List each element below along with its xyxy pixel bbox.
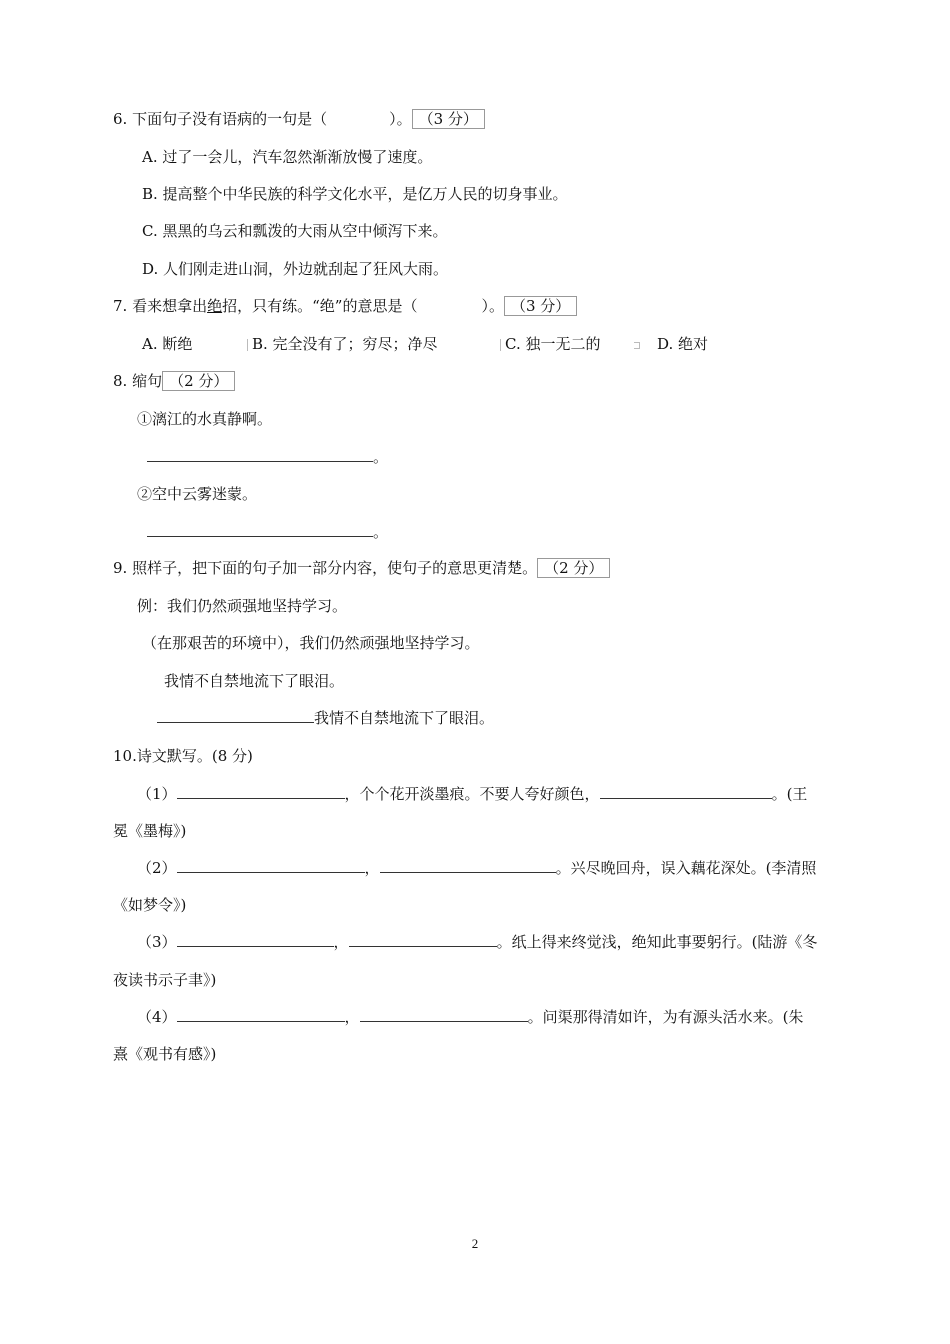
q7-option-c-text: C. 独一无二的 — [505, 335, 601, 353]
q10-item-3-comma: ， — [333, 933, 349, 951]
q9-stem — [113, 557, 610, 579]
q8-blank-2[interactable] — [147, 522, 373, 537]
q8-stem-text: 8. 缩句 — [113, 372, 163, 390]
q10-item-1-tail: 。(王 — [771, 785, 808, 803]
q10-item-4-number: （4） — [137, 1008, 177, 1026]
q7-stem-close: ）。 — [481, 297, 504, 315]
q6-option-a: A. 过了一会儿，汽车忽然渐渐放慢了速度。 — [142, 148, 433, 166]
q7-stem-mid: 招，只有练。“绝”的意思是（ — [222, 297, 418, 315]
q10-item-2-comma: ， — [364, 859, 380, 877]
q7-underlined-word: 绝 — [207, 297, 223, 315]
q10-item-4-comma: ， — [344, 1008, 360, 1026]
q10-item-2-blank-a[interactable] — [177, 858, 365, 873]
q7-option-c-marker — [500, 339, 501, 351]
q9-answer-line — [157, 707, 494, 729]
q10-item-1-cont: 冕《墨梅》) — [113, 822, 187, 840]
q8-period-2: 。 — [373, 523, 389, 541]
q6-stem-text: 6. 下面句子没有语病的一句是（ — [113, 110, 328, 128]
q8-score: （2 分） — [162, 371, 235, 391]
q10-item-4-tail: 。问渠那得清如许，为有源头活水来。(朱 — [527, 1008, 804, 1026]
q6-score: （3 分） — [412, 109, 485, 129]
q10-item-4-blank-b[interactable] — [360, 1007, 528, 1022]
q10-item-2 — [137, 857, 816, 879]
q9-stem-text: 9. 照样子，把下面的句子加一部分内容，使句子的意思更清楚。 — [113, 559, 538, 577]
q10-item-2-blank-b[interactable] — [380, 858, 556, 873]
q9-blank[interactable] — [157, 708, 314, 723]
q10-item-3-blank-b[interactable] — [349, 932, 497, 947]
q8-answer-line-1 — [147, 446, 388, 468]
q8-stem — [113, 370, 235, 392]
q10-item-2-cont: 《如梦令》) — [113, 896, 187, 914]
q6-option-b: B. 提高整个中华民族的科学文化水平，是亿万人民的切身事业。 — [142, 185, 568, 203]
q6-option-d: D. 人们刚走进山洞，外边就刮起了狂风大雨。 — [142, 260, 449, 278]
q8-blank-1[interactable] — [147, 447, 373, 462]
q7-option-d-text: D. 绝对 — [657, 335, 709, 353]
q7-option-b-marker — [247, 339, 248, 351]
q9-example-answer: （在那艰苦的环境中），我们仍然顽强地坚持学习。 — [142, 634, 480, 652]
q10-item-4 — [137, 1006, 803, 1028]
q7-score: （3 分） — [504, 296, 577, 316]
q9-score: （2 分） — [537, 558, 610, 578]
q10-item-1-text: ，个个花开淡墨痕。不要人夸好颜色， — [344, 785, 600, 803]
q10-item-3-cont: 夜读书示子聿》) — [113, 971, 217, 989]
q8-sentence-2: ②空中云雾迷蒙。 — [137, 485, 258, 503]
q7-option-b — [247, 333, 438, 355]
q10-item-1-number: （1） — [137, 785, 177, 803]
q9-answer-tail: 我情不自禁地流下了眼泪。 — [314, 709, 495, 727]
q7-option-a: A. 断绝 — [142, 335, 193, 353]
q6-option-c: C. 黑黑的乌云和瓢泼的大雨从空中倾泻下来。 — [142, 222, 448, 240]
page-number: 2 — [471, 1236, 479, 1251]
q10-item-4-blank-a[interactable] — [177, 1007, 345, 1022]
q7-option-d — [634, 333, 708, 355]
q10-item-3 — [137, 931, 817, 953]
q10-item-3-tail: 。纸上得来终觉浅，绝知此事要躬行。(陆游《冬 — [496, 933, 818, 951]
q8-period-1: 。 — [373, 448, 389, 466]
q7-option-c — [500, 333, 600, 355]
q8-sentence-1: ①漓江的水真静啊。 — [137, 410, 273, 428]
q10-item-1 — [137, 783, 807, 805]
q10-item-4-cont: 熹《观书有感》) — [113, 1045, 217, 1063]
q10-item-2-number: （2） — [137, 859, 177, 877]
q7-option-d-marker — [634, 342, 640, 349]
q10-item-1-blank-a[interactable] — [177, 784, 345, 799]
q10-item-3-blank-a[interactable] — [177, 932, 334, 947]
q10-item-3-number: （3） — [137, 933, 177, 951]
q7-option-b-text: B. 完全没有了；穷尽；净尽 — [252, 335, 438, 353]
q6-stem-close: ）。 — [389, 110, 412, 128]
q6-stem — [113, 108, 485, 130]
q7-stem — [113, 295, 577, 317]
q10-item-1-blank-b[interactable] — [600, 784, 772, 799]
q8-answer-line-2 — [147, 521, 388, 543]
q9-example: 例：我们仍然顽强地坚持学习。 — [137, 597, 348, 615]
q10-stem: 10.诗文默写。(8 分) — [113, 747, 253, 765]
q10-item-2-tail: 。兴尽晚回舟，误入藕花深处。(李清照 — [555, 859, 817, 877]
q9-sentence: 我情不自禁地流下了眼泪。 — [164, 672, 345, 690]
q7-stem-text: 7. 看来想拿出 — [113, 297, 208, 315]
